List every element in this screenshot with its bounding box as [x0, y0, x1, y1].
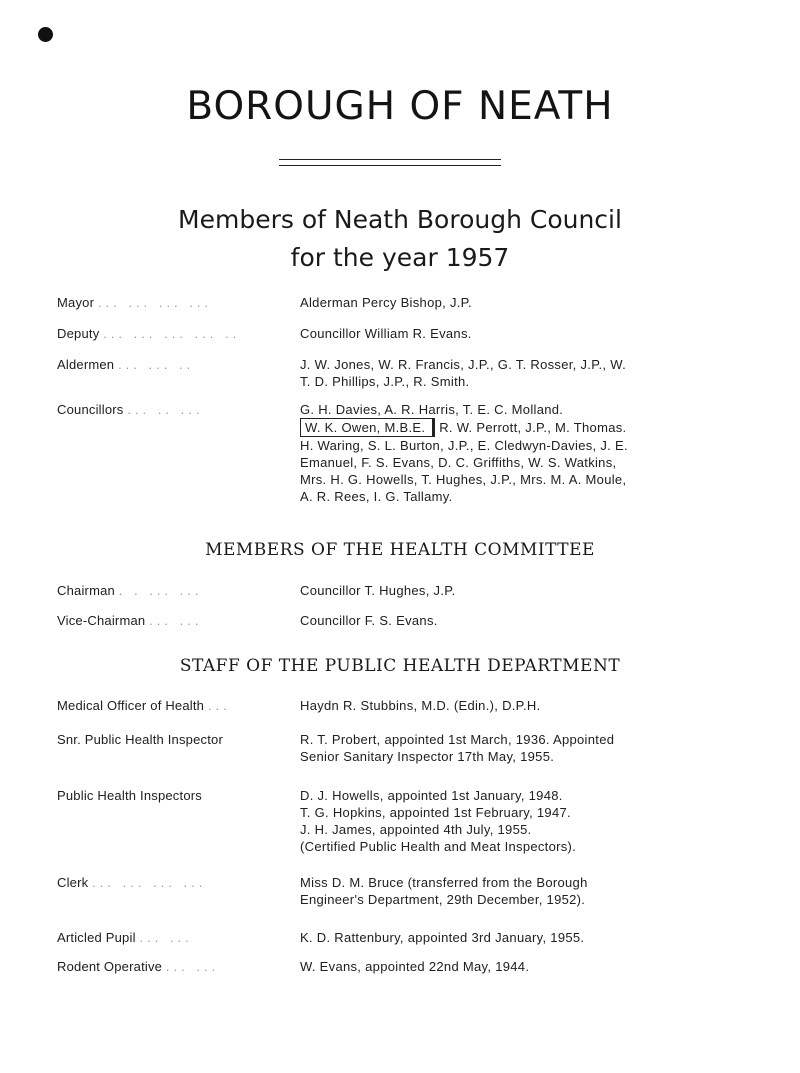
row-label: Clerk ... ... ... ...: [57, 875, 207, 890]
row-value: J. W. Jones, W. R. Francis, J.P., G. T. Rosser, J.P., W. T. D. Phillips, J.P., R. Smith.: [300, 357, 626, 389]
row-value: W. Evans, appointed 22nd May, 1944.: [300, 959, 530, 974]
row-value: R. T. Probert, appointed 1st March, 1936. Appointed Senior Sanitary Inspector 17th May, 1955.: [300, 732, 615, 764]
row-label: Councillors ... .. ...: [57, 402, 204, 417]
row-label: Aldermen ... ... ..: [57, 357, 195, 372]
council-title-line2: for the year 1957: [290, 243, 510, 272]
row-label: Articled Pupil ... ...: [57, 930, 193, 945]
row-label: Rodent Operative ... ...: [57, 959, 220, 974]
row-value: Councillor T. Hughes, J.P.: [300, 583, 456, 598]
punch-hole: [38, 27, 53, 42]
row-value: K. D. Rattenbury, appointed 3rd January, 1955.: [300, 930, 585, 945]
row-label: Mayor ... ... ... ...: [57, 295, 213, 310]
staff-title: STAFF OF THE PUBLIC HEALTH DEPARTMENT: [179, 656, 621, 676]
row-label: Deputy ... ... ... ... ..: [57, 326, 241, 341]
title-rule-top: [279, 159, 501, 160]
row-value: Miss D. M. Bruce (transferred from the Borough Engineer's Department, 29th December, 1952).: [300, 875, 588, 907]
row-value: Haydn R. Stubbins, M.D. (Edin.), D.P.H.: [300, 698, 541, 713]
row-value: Councillor F. S. Evans.: [300, 613, 438, 628]
row-label: Public Health Inspectors: [57, 788, 202, 803]
row-value: Alderman Percy Bishop, J.P.: [300, 295, 472, 310]
boxed-name: W. K. Owen, M.B.E.: [300, 418, 435, 437]
council-title-line1: Members of Neath Borough Council: [178, 205, 622, 234]
title-rule-bottom: [279, 165, 501, 166]
page-title: BOROUGH OF NEATH: [186, 84, 614, 129]
row-label: Medical Officer of Health ...: [57, 698, 231, 713]
row-value: G. H. Davies, A. R. Harris, T. E. C. Molland. W. K. Owen, M.B.E. R. W. Perrott, J.P., M. Thomas. H. Waring, S. L. Burton, J.P., E. Cledwyn-Davies, J. E. Emanuel, F. S. Evans, D. C. Griffiths, W. S. Watkins, Mrs. H. G. Howells, T. Hughes, J.P., Mrs. M. A. Moule, A. R. Rees, I. G. Tallamy.: [300, 402, 628, 504]
row-value: Councillor William R. Evans.: [300, 326, 472, 341]
row-label: Vice-Chairman ... ...: [57, 613, 203, 628]
row-value: D. J. Howells, appointed 1st January, 1948. T. G. Hopkins, appointed 1st February, 1947. J. H. James, appointed 4th July, 1955. (Certified Public Health and Meat Inspectors).: [300, 788, 577, 854]
row-label: Chairman . . ... ...: [57, 583, 203, 598]
row-label: Snr. Public Health Inspector: [57, 732, 224, 747]
health-committee-title: MEMBERS OF THE HEALTH COMMITTEE: [205, 540, 595, 560]
